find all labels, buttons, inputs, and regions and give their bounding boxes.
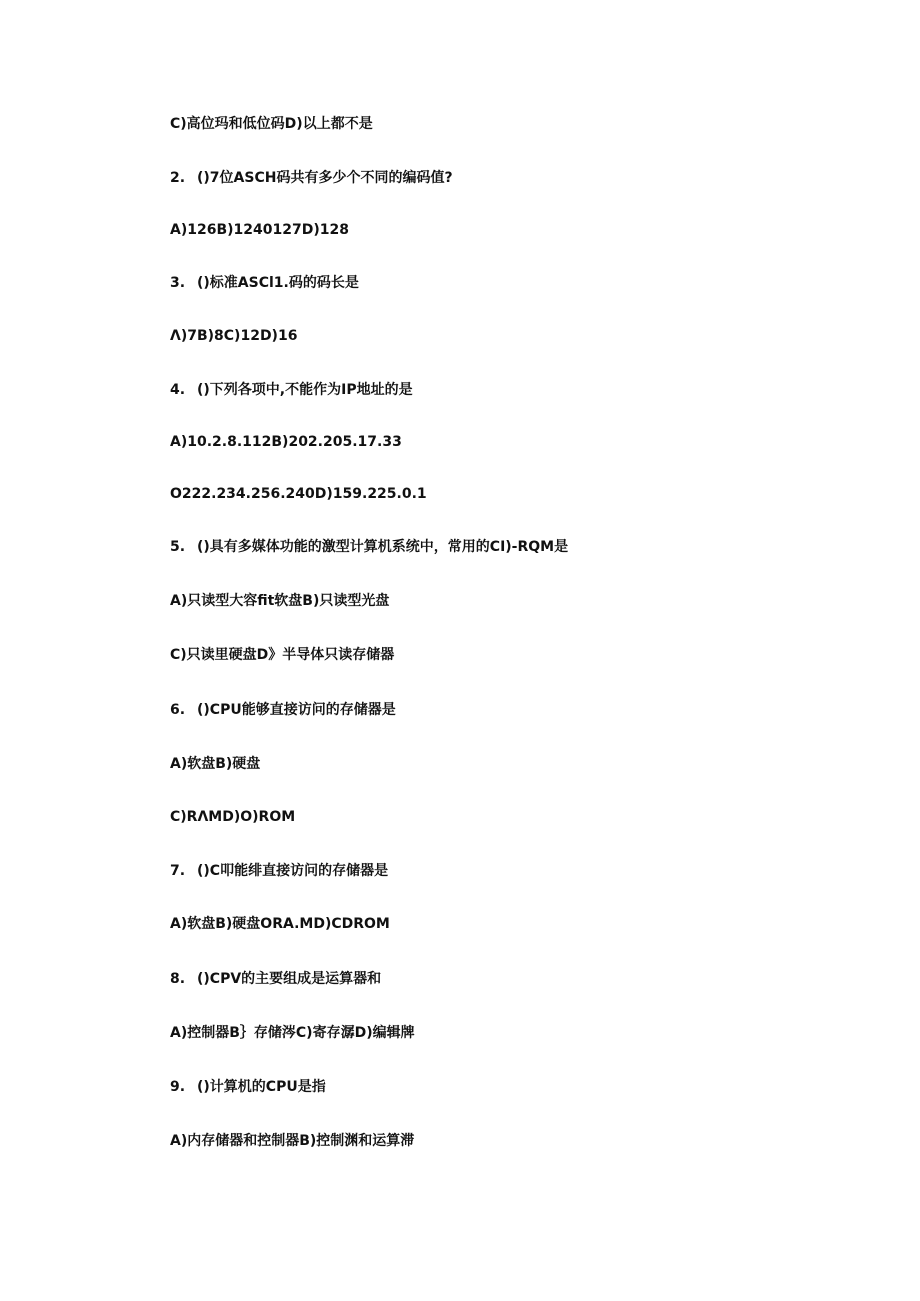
question-text: ()CPU能够直接访问的存储器是 bbox=[197, 702, 396, 718]
question-2 bbox=[170, 169, 453, 187]
option-line: A)126B)1240127D)128 bbox=[170, 222, 349, 238]
question-text: ()下列各项中,不能作为IP地址的是 bbox=[197, 382, 413, 398]
question-text: ()具有多媒体功能的激型计算机系统中，常用的CI)-RQM是 bbox=[197, 539, 569, 555]
question-3 bbox=[170, 274, 359, 292]
option-line: A)软盘B)硬盘 bbox=[170, 756, 261, 772]
question-number: 6. bbox=[170, 702, 186, 718]
question-number: 5. bbox=[170, 539, 186, 555]
question-5 bbox=[170, 538, 568, 556]
question-4 bbox=[170, 381, 413, 399]
question-number: 3. bbox=[170, 275, 186, 291]
question-text: ()标准ASCl1.码的码长是 bbox=[197, 275, 359, 291]
option-line: C)只读里硬盘D》半导体只读存储器 bbox=[170, 647, 395, 663]
question-text: ()计算机的CPU是指 bbox=[197, 1079, 326, 1095]
option-line: Λ)7B)8C)12D)16 bbox=[170, 328, 298, 344]
option-line: A)软盘B)硬盘ORA.MD)CDROM bbox=[170, 916, 390, 932]
question-number: 8. bbox=[170, 971, 186, 987]
question-6 bbox=[170, 701, 396, 719]
question-number: 2. bbox=[170, 170, 186, 186]
question-number: 4. bbox=[170, 382, 186, 398]
question-7 bbox=[170, 862, 388, 880]
option-line: A)10.2.8.112B)202.205.17.33 bbox=[170, 434, 402, 450]
question-text: ()C叩能绯直接访问的存储器是 bbox=[197, 863, 389, 879]
option-line: A)只读型大容fit软盘B)只读型光盘 bbox=[170, 593, 390, 609]
question-8 bbox=[170, 970, 381, 988]
question-9 bbox=[170, 1078, 326, 1096]
option-line: C)高位玛和低位码D)以上都不是 bbox=[170, 116, 373, 132]
question-text: ()CPV的主要组成是运算器和 bbox=[197, 971, 382, 987]
question-number: 7. bbox=[170, 863, 186, 879]
question-text: ()7位ASCH码共有多少个不同的编码值? bbox=[197, 170, 453, 186]
option-line: A)内存储器和控制器B)控制渊和运算滞 bbox=[170, 1133, 415, 1149]
option-line: C)RΛMD)O)ROM bbox=[170, 809, 296, 825]
question-number: 9. bbox=[170, 1079, 186, 1095]
option-line: A)控制器B｝存储涔C)寄存潺D)编辑牌 bbox=[170, 1025, 415, 1041]
option-line: O222.234.256.240D)159.225.0.1 bbox=[170, 486, 427, 502]
